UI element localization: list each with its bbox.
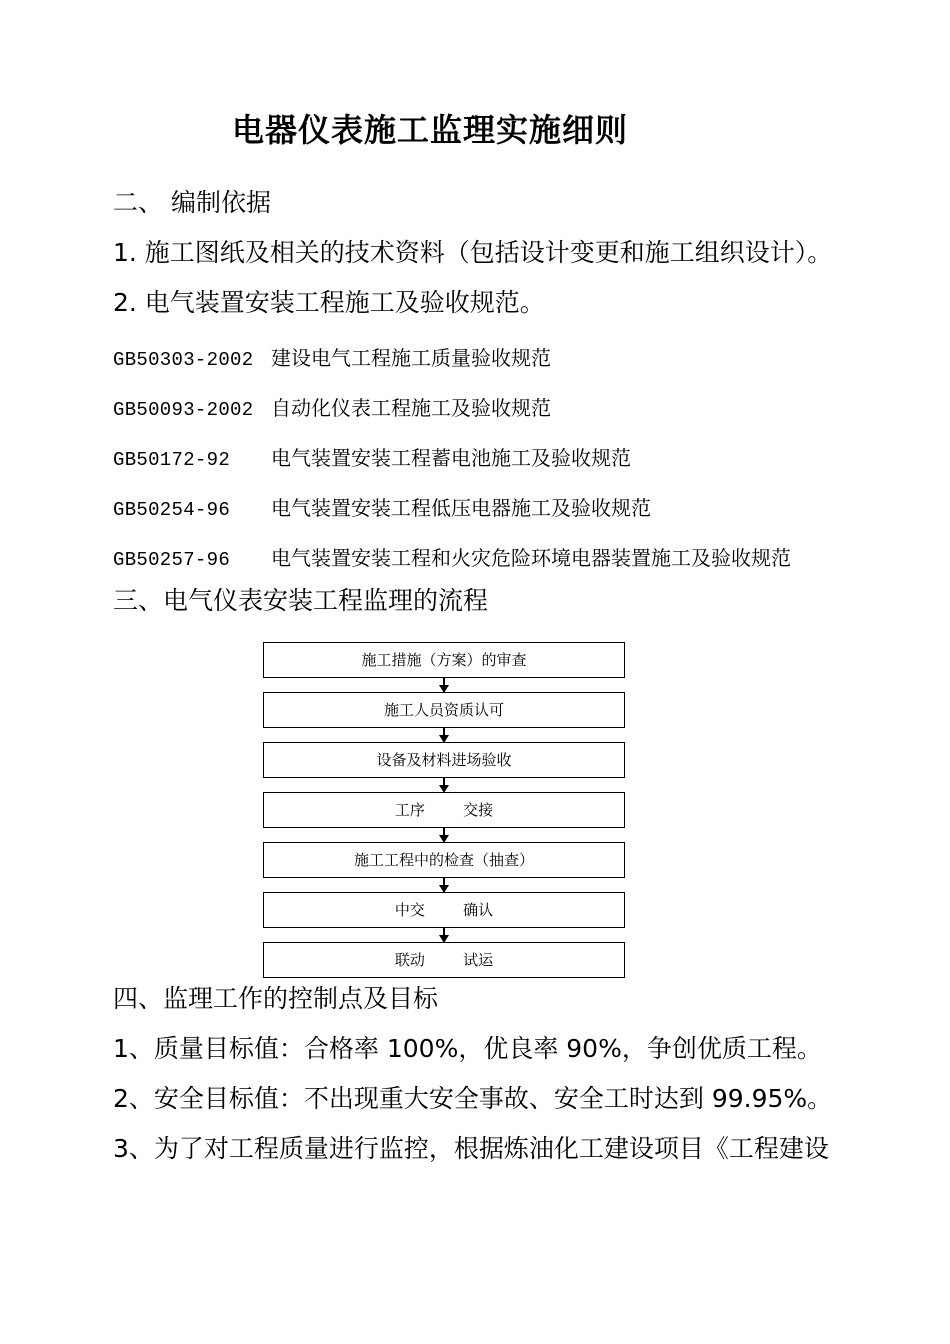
standard-row [113, 344, 551, 374]
supervision-flowchart [263, 642, 627, 980]
standard-name: 自动化仪表工程施工及验收规范 [271, 396, 551, 420]
flow-step-process-handover: 工序 交接 [263, 792, 625, 828]
flow-step-inspection: 施工工程中的检查（抽查） [263, 842, 625, 878]
section-heading-control: 四、监理工作的控制点及目标 [113, 984, 439, 1013]
flow-step-personnel-qualification: 施工人员资质认可 [263, 692, 625, 728]
flow-step-commissioning: 联动 试运 [263, 942, 625, 978]
document-title: 电器仪表施工监理实施细则 [231, 111, 628, 149]
standard-code: GB50093-2002 [113, 399, 254, 421]
standard-row [113, 544, 791, 574]
standard-code: GB50257-96 [113, 549, 231, 571]
standard-row [113, 494, 651, 524]
standard-row [113, 444, 631, 474]
control-item-2: 2、安全目标值：不出现重大安全事故、安全工时达到 99.95%。 [113, 1084, 833, 1113]
standard-name: 建设电气工程施工质量验收规范 [271, 346, 551, 370]
basis-item-2: 2. 电气装置安装工程施工及验收规范。 [113, 288, 545, 317]
flow-step-plan-review: 施工措施（方案）的审查 [263, 642, 625, 678]
section-heading-flow: 三、电气仪表安装工程监理的流程 [113, 586, 489, 615]
control-item-3: 3、为了对工程质量进行监控，根据炼油化工建设项目《工程建设 [113, 1134, 829, 1163]
control-item-1: 1、质量目标值：合格率 100%，优良率 90%，争创优质工程。 [113, 1034, 822, 1063]
standard-code: GB50254-96 [113, 499, 231, 521]
standard-name: 电气装置安装工程和火灾危险环境电器装置施工及验收规范 [271, 546, 791, 570]
standard-code: GB50172-92 [113, 449, 231, 471]
standard-name: 电气装置安装工程低压电器施工及验收规范 [271, 496, 651, 520]
standard-name: 电气装置安装工程蓄电池施工及验收规范 [271, 446, 631, 470]
standard-row [113, 394, 551, 424]
flow-step-handover-confirm: 中交 确认 [263, 892, 625, 928]
flow-step-material-acceptance: 设备及材料进场验收 [263, 742, 625, 778]
standard-code: GB50303-2002 [113, 349, 254, 371]
section-heading-basis: 二、 编制依据 [113, 188, 271, 217]
basis-item-1: 1. 施工图纸及相关的技术资料（包括设计变更和施工组织设计）。 [113, 238, 833, 267]
